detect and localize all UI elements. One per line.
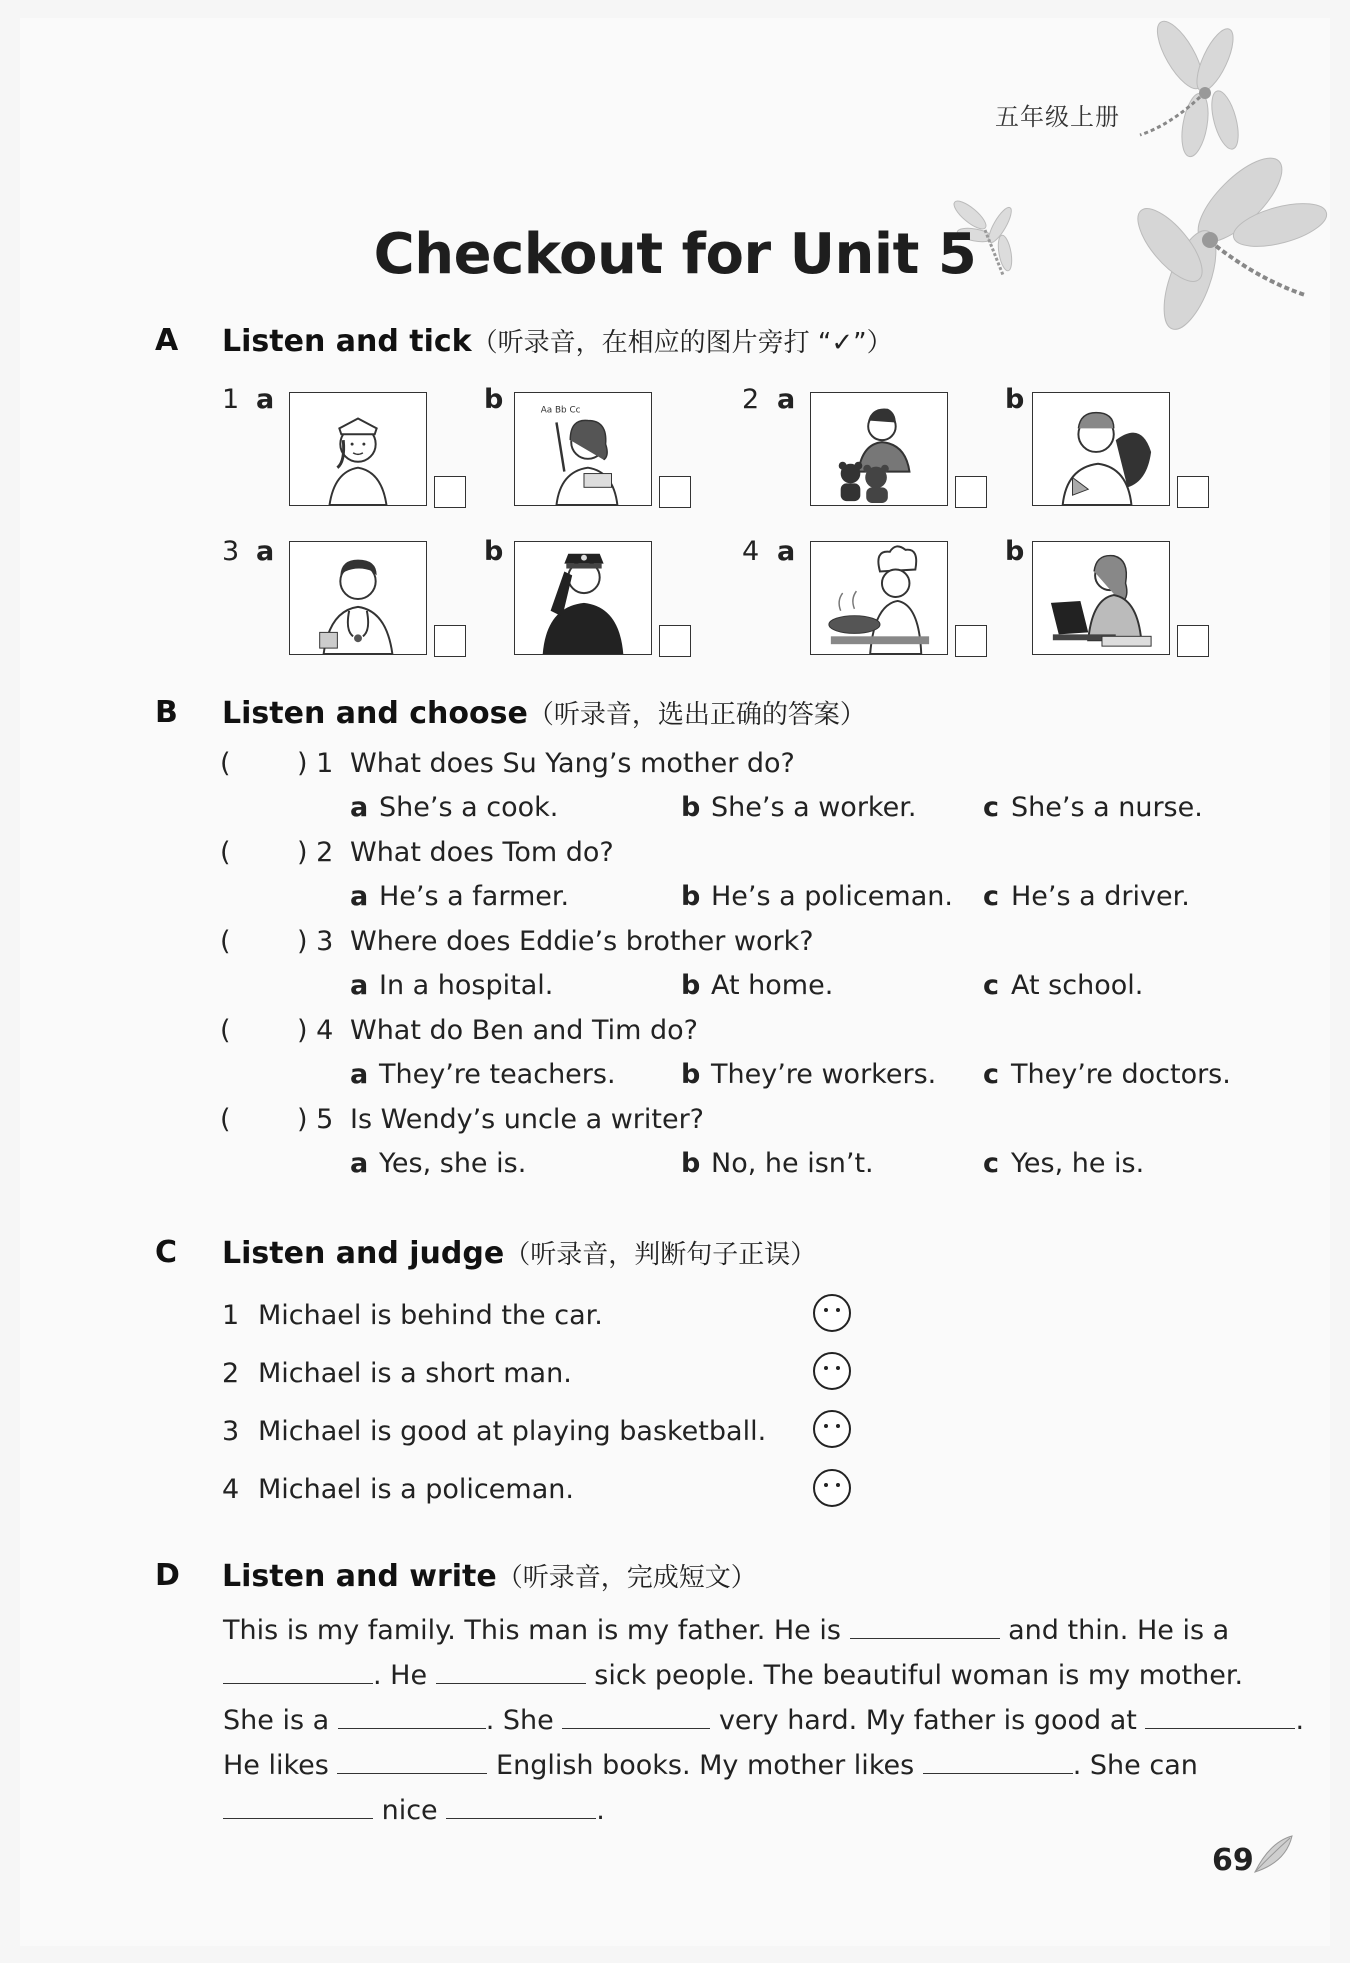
b-q2-letter-a: a xyxy=(350,881,369,912)
b-q3-option-b: At home. xyxy=(711,970,834,1001)
b-q1-letter-c: c xyxy=(983,792,1000,823)
blank-9[interactable] xyxy=(223,1817,373,1819)
blank-6[interactable] xyxy=(1145,1727,1295,1729)
judge-face-icon-3[interactable] xyxy=(812,1409,852,1449)
a-item-4-number: 4 xyxy=(742,536,760,567)
c-item-1-text: Michael is behind the car. xyxy=(258,1300,603,1331)
b-q2-letter-b: b xyxy=(681,881,701,912)
b-q4-number: ) 4 xyxy=(297,1015,334,1046)
d-line-3-text-1: She is a xyxy=(223,1705,338,1736)
blank-3[interactable] xyxy=(436,1682,586,1684)
section-d-title: Listen and write xyxy=(222,1559,497,1594)
b-q5-letter-b: b xyxy=(681,1148,701,1179)
c-item-4-text: Michael is a policeman. xyxy=(258,1474,574,1505)
picture-cook xyxy=(810,541,948,655)
d-line-5-text-2: . xyxy=(596,1795,605,1826)
d-line-4-text-1: He likes xyxy=(223,1750,338,1781)
d-line-5-text-1: nice xyxy=(373,1795,447,1826)
d-line-5 xyxy=(223,1795,605,1826)
b-q2-letter-c: c xyxy=(983,881,1000,912)
section-c-note: （听录音，判断句子正误） xyxy=(504,1240,817,1270)
blank-2[interactable] xyxy=(223,1682,373,1684)
blank-8[interactable] xyxy=(923,1772,1073,1774)
section-b-letter: B xyxy=(155,695,178,730)
d-line-2-text-1: . He xyxy=(373,1660,436,1691)
section-c-title: Listen and judge xyxy=(222,1236,505,1271)
b-q3-question: Where does Eddie’s brother work? xyxy=(350,926,814,957)
c-item-3-text: Michael is good at playing basketball. xyxy=(258,1416,767,1447)
c-item-4-number: 4 xyxy=(222,1474,240,1505)
tick-box-4b[interactable] xyxy=(1177,625,1209,657)
c-item-3-number: 3 xyxy=(222,1416,240,1447)
a-item-1-option-b: b xyxy=(484,384,504,415)
b-q1-option-c: She’s a nurse. xyxy=(1011,792,1203,823)
d-line-2 xyxy=(223,1660,1243,1691)
a-item-2-option-b: b xyxy=(1005,384,1025,415)
picture-writer-at-laptop xyxy=(1032,541,1170,655)
b-q4-letter-b: b xyxy=(681,1059,701,1090)
b-q3-option-c: At school. xyxy=(1011,970,1144,1001)
picture-doctor xyxy=(289,541,427,655)
a-item-3-number: 3 xyxy=(222,536,240,567)
b-q1-letter-b: b xyxy=(681,792,701,823)
svg-text:Aa Bb Cc: Aa Bb Cc xyxy=(540,405,581,416)
d-line-3-text-2: . She xyxy=(485,1705,563,1736)
d-line-4-text-2: English books. My mother likes xyxy=(487,1750,923,1781)
b-q4-option-a: They’re teachers. xyxy=(379,1059,616,1090)
section-a-title: Listen and tick xyxy=(222,324,472,359)
judge-face-icon-4[interactable] xyxy=(812,1468,852,1508)
b-q3-option-a: In a hospital. xyxy=(379,970,554,1001)
b-q1-option-b: She’s a worker. xyxy=(711,792,917,823)
tick-box-3b[interactable] xyxy=(659,625,691,657)
page-number: 69 xyxy=(1212,1843,1254,1878)
d-line-4 xyxy=(223,1750,1198,1781)
b-q2-option-a: He’s a farmer. xyxy=(379,881,570,912)
d-line-2-text-2: sick people. The beautiful woman is my mother. xyxy=(585,1660,1244,1691)
b-q5-option-c: Yes, he is. xyxy=(1011,1148,1145,1179)
c-item-1-number: 1 xyxy=(222,1300,240,1331)
section-d-heading xyxy=(222,1557,757,1594)
b-q3-open-paren: ( xyxy=(220,926,231,957)
d-line-1-text-1: This is my family. This man is my father. He is xyxy=(223,1615,850,1646)
tick-box-1b[interactable] xyxy=(659,476,691,508)
section-b-note: （听录音，选出正确的答案） xyxy=(527,700,866,730)
b-q3-letter-c: c xyxy=(983,970,1000,1001)
b-q4-option-b: They’re workers. xyxy=(711,1059,937,1090)
blank-4[interactable] xyxy=(338,1727,486,1729)
a-item-4-option-a: a xyxy=(777,536,796,567)
b-q5-letter-a: a xyxy=(350,1148,369,1179)
picture-nurse xyxy=(289,392,427,506)
section-d-note: （听录音，完成短文） xyxy=(496,1563,757,1593)
picture-policeman xyxy=(514,541,652,655)
d-line-3-text-3: very hard. My father is good at xyxy=(710,1705,1146,1736)
page-title: Checkout for Unit 5 xyxy=(373,222,977,287)
section-c-letter: C xyxy=(155,1235,178,1270)
blank-10[interactable] xyxy=(446,1817,596,1819)
blank-7[interactable] xyxy=(337,1772,487,1774)
a-item-4-option-b: b xyxy=(1005,536,1025,567)
a-item-3-option-a: a xyxy=(256,536,275,567)
b-q5-question: Is Wendy’s uncle a writer? xyxy=(350,1104,705,1135)
section-c-heading xyxy=(222,1234,816,1271)
judge-face-icon-2[interactable] xyxy=(812,1351,852,1391)
leaf-decoration-icon xyxy=(1250,1832,1295,1877)
b-q4-open-paren: ( xyxy=(220,1015,231,1046)
b-q1-letter-a: a xyxy=(350,792,369,823)
d-line-3-text-4: . xyxy=(1295,1705,1305,1736)
b-q3-number: ) 3 xyxy=(297,926,334,957)
picture-teacher xyxy=(514,392,652,506)
section-a-note: （听录音，在相应的图片旁打 “✓”） xyxy=(471,328,893,358)
b-q1-option-a: She’s a cook. xyxy=(379,792,559,823)
b-q2-option-b: He’s a policeman. xyxy=(711,881,953,912)
a-item-1-number: 1 xyxy=(222,384,240,415)
a-item-3-option-b: b xyxy=(484,536,504,567)
b-q4-option-c: They’re doctors. xyxy=(1011,1059,1231,1090)
b-q3-letter-a: a xyxy=(350,970,369,1001)
b-q5-letter-c: c xyxy=(983,1148,1000,1179)
b-q1-number: ) 1 xyxy=(297,748,334,779)
d-line-1 xyxy=(223,1615,1229,1646)
d-line-4-text-3: . She can xyxy=(1072,1750,1198,1781)
section-a-letter: A xyxy=(155,323,179,358)
c-item-2-number: 2 xyxy=(222,1358,240,1389)
judge-face-icon-1[interactable] xyxy=(812,1293,852,1333)
section-a-heading xyxy=(222,322,893,359)
b-q1-open-paren: ( xyxy=(220,748,231,779)
b-q2-option-c: He’s a driver. xyxy=(1011,881,1190,912)
b-q4-letter-a: a xyxy=(350,1059,369,1090)
a-item-2-number: 2 xyxy=(742,384,760,415)
b-q4-question: What do Ben and Tim do? xyxy=(350,1015,699,1046)
section-b-title: Listen and choose xyxy=(222,696,528,731)
picture-farmer xyxy=(1032,392,1170,506)
d-line-1-text-2: and thin. He is a xyxy=(999,1615,1230,1646)
tick-box-3a[interactable] xyxy=(434,625,466,657)
dragonfly-decoration-top-right xyxy=(1120,15,1260,165)
a-item-1-option-a: a xyxy=(256,384,275,415)
section-b-heading xyxy=(222,694,866,731)
d-line-3 xyxy=(223,1705,1304,1736)
b-q2-number: ) 2 xyxy=(297,837,334,868)
b-q5-option-a: Yes, she is. xyxy=(379,1148,527,1179)
tick-box-4a[interactable] xyxy=(955,625,987,657)
b-q2-question: What does Tom do? xyxy=(350,837,614,868)
b-q5-open-paren: ( xyxy=(220,1104,231,1135)
tick-box-1a[interactable] xyxy=(434,476,466,508)
section-d-letter: D xyxy=(155,1558,180,1593)
b-q5-option-b: No, he isn’t. xyxy=(711,1148,874,1179)
b-q1-question: What does Su Yang’s mother do? xyxy=(350,748,795,779)
b-q2-open-paren: ( xyxy=(220,837,231,868)
blank-5[interactable] xyxy=(562,1727,710,1729)
picture-worker-making-toys xyxy=(810,392,948,506)
tick-box-2b[interactable] xyxy=(1177,476,1209,508)
b-q5-number: ) 5 xyxy=(297,1104,334,1135)
tick-box-2a[interactable] xyxy=(955,476,987,508)
b-q3-letter-b: b xyxy=(681,970,701,1001)
a-item-2-option-a: a xyxy=(777,384,796,415)
c-item-2-text: Michael is a short man. xyxy=(258,1358,572,1389)
grade-label: 五年级上册 xyxy=(995,103,1120,131)
b-q4-letter-c: c xyxy=(983,1059,1000,1090)
blank-1[interactable] xyxy=(850,1637,1000,1639)
